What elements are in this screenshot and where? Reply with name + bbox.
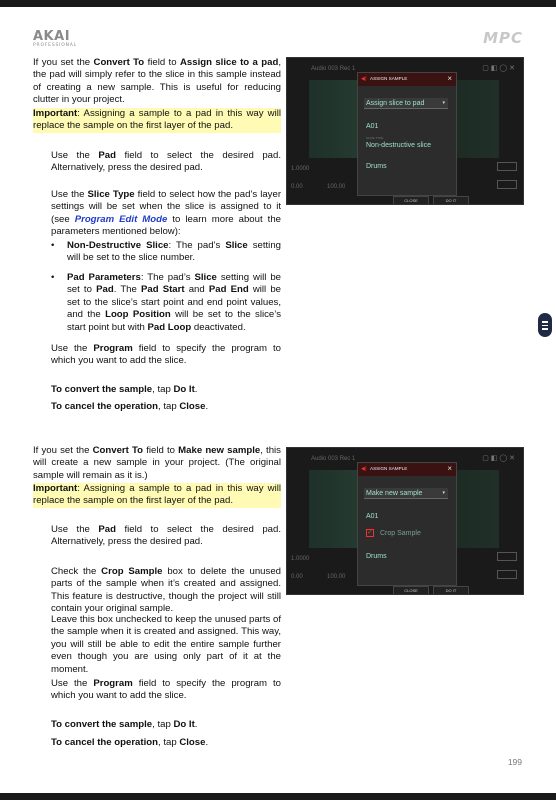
s2-crop-desc: [51, 566, 281, 616]
important-label: Important: [33, 483, 78, 494]
convert-to-dropdown[interactable]: [364, 98, 448, 109]
pad-field[interactable]: A01: [366, 513, 379, 520]
page-number: 199: [507, 757, 522, 767]
text: .: [194, 384, 198, 395]
bottom-border: [0, 793, 556, 800]
bold-term: Slice: [194, 271, 217, 283]
text: , the pad will simply refer to the slice in this sample instead of creating a new sample. This is useful for reducing clutter in your project.: [33, 57, 281, 106]
important-label: Important: [33, 108, 78, 119]
text: : The pad’s: [168, 240, 226, 251]
bg-button: [497, 570, 517, 579]
text: field to select how the pad’s layer settings will be set when the slice is assigned to it (see: [51, 189, 282, 225]
s1-important-note: [33, 108, 281, 133]
bold-term: Program: [93, 678, 133, 689]
slice-type-field[interactable]: Non-destructive slice: [366, 142, 431, 149]
bg-sample-title: Audio 003 Rec 1: [311, 456, 356, 462]
do-it-button[interactable]: DO IT: [433, 196, 469, 205]
bg-toolbar-icons: ▢ ◧ ◯ ✕: [482, 455, 515, 462]
text: , tap: [152, 384, 174, 395]
bold-term: Assign slice to a pad: [179, 57, 279, 68]
s1-pad-desc: [51, 150, 281, 175]
bold-term: Pad Loop: [147, 321, 192, 333]
s2-important-note: [33, 483, 281, 508]
brand-sub: PROFESSIONAL: [33, 43, 77, 48]
menu-tab-icon[interactable]: [538, 313, 552, 337]
text: , this will create a new sample in your project. (The original sample will remain as it is.): [33, 445, 281, 481]
text: Use the: [51, 189, 88, 200]
bold-term: Make new sample: [178, 445, 261, 456]
s1-cancel-instruction: [51, 401, 281, 413]
s1-slice-type-desc: [51, 189, 281, 239]
text: : The pad’s: [140, 271, 195, 283]
bold-term: Loop Position: [105, 309, 171, 321]
text: will be set to the slice’s start point and end point values, and the: [67, 284, 281, 321]
bg-sample-title: Audio 003 Rec 1: [311, 66, 356, 72]
close-button[interactable]: CLOSE: [393, 586, 429, 595]
bold-term: Pad: [98, 524, 116, 535]
bg-button: [497, 180, 517, 189]
do-it-button[interactable]: DO IT: [433, 586, 469, 595]
mpc-logo: MPC: [483, 29, 523, 47]
s1-program-desc: [51, 343, 281, 368]
text: .: [205, 401, 209, 412]
text: Use the: [51, 343, 94, 354]
close-icon[interactable]: ×: [447, 74, 452, 83]
bold-term: Pad Start: [140, 284, 185, 296]
s1-convert-instruction: [51, 384, 281, 396]
bold-term: Close: [179, 401, 206, 412]
text: field to: [144, 57, 180, 68]
text: field to select the desired pad. Alternatively, press the desired pad.: [51, 150, 281, 174]
text: deactivated.: [191, 321, 246, 333]
bold-term: Convert To: [92, 445, 144, 456]
text: field to: [143, 445, 179, 456]
text: .: [194, 719, 198, 730]
convert-to-dropdown[interactable]: [364, 488, 448, 499]
top-border: [0, 0, 556, 7]
bold-term: Pad: [96, 284, 114, 296]
bold-term: Close: [179, 737, 206, 748]
text: Check the: [51, 566, 102, 577]
bg-toolbar-icons: ▢ ◧ ◯ ✕: [482, 65, 515, 72]
akai-logo: [33, 30, 77, 49]
list-item: [51, 272, 281, 334]
program-edit-mode-link[interactable]: Program Edit Mode: [74, 213, 168, 225]
assign-sample-dialog: [357, 72, 457, 196]
text: : Assigning a sample to a pad in this way will replace the sample on the first layer of the pad.: [33, 108, 281, 132]
s2-pad-desc: [51, 524, 281, 549]
brand-name: AKAI: [33, 29, 71, 44]
bold-term: Pad Parameters: [67, 271, 141, 283]
make-new-sample-screenshot: [286, 447, 524, 595]
dropdown-arrow-icon: ▾: [442, 490, 445, 496]
bg-value: 0.00: [291, 184, 303, 190]
assign-sample-dialog: [357, 462, 457, 586]
speaker-icon: ◀): [361, 76, 367, 82]
crop-sample-checkbox[interactable]: ✓: [367, 529, 373, 536]
close-icon[interactable]: ×: [447, 464, 452, 473]
text: Use the: [51, 524, 99, 535]
text: If you set the: [33, 445, 93, 456]
bold-term: To convert the sample: [51, 719, 153, 730]
bold-term: Pad End: [208, 284, 249, 296]
list-item: [51, 240, 281, 265]
text: , tap: [152, 719, 174, 730]
text: . The: [113, 284, 141, 296]
speaker-icon: ◀): [361, 466, 367, 472]
text: , tap: [157, 737, 180, 748]
pad-field[interactable]: A01: [366, 123, 379, 130]
bg-value: 100.00: [327, 184, 346, 190]
bold-term: To cancel the operation: [51, 401, 158, 412]
text: field to select the desired pad. Alternatively, press the desired pad.: [51, 524, 281, 548]
s2-crop-desc-2: Leave this box unchecked to keep the unused parts of the sample when it is created and assigned. This way, you will still be able to edit the entire sample further even though you are using only part of it at the moment.: [51, 614, 281, 675]
bg-button: [497, 162, 517, 171]
text: field to specify the program to which you want to add the slice.: [51, 343, 282, 367]
bg-value: 1.0000: [291, 166, 310, 172]
bold-term: Do It: [173, 719, 195, 730]
crop-sample-label: Crop Sample: [380, 530, 421, 537]
bold-term: To cancel the operation: [51, 737, 158, 748]
bg-button: [497, 552, 517, 561]
bold-term: Slice Type: [87, 189, 135, 200]
close-button[interactable]: CLOSE: [393, 196, 429, 205]
s1-intro: [33, 57, 281, 107]
bold-term: Pad: [98, 150, 116, 161]
text: : Assigning a sample to a pad in this way will replace the sample on the first layer of the pad.: [33, 483, 281, 507]
text: will be set to the slice’s start point but with: [67, 309, 281, 333]
text: If you set the: [33, 57, 94, 68]
bg-value: 0.00: [291, 574, 303, 580]
text: Use the: [51, 150, 99, 161]
bold-term: Convert To: [93, 57, 145, 68]
text: box to delete the unused parts of the sample when it’s created and assigned. This feature is destructive, though the project will still contain your original sample.: [51, 566, 281, 615]
s2-cancel-instruction: [51, 737, 281, 749]
s2-intro: [33, 445, 281, 482]
dialog-buttons: [393, 586, 473, 595]
program-field[interactable]: Drums: [366, 163, 387, 170]
s1-slice-type-list: [51, 240, 281, 341]
assign-slice-screenshot: [286, 57, 524, 205]
dialog-header: [358, 73, 456, 86]
bold-term: To convert the sample: [51, 384, 153, 395]
text: setting will be set to: [67, 271, 281, 296]
s2-program-desc: [51, 678, 281, 703]
dialog-title: ASSIGN SAMPLE: [370, 466, 408, 471]
text: to learn more about the parameters mentioned below):: [51, 213, 281, 238]
slice-type-label: SLICE TYPE: [366, 136, 384, 140]
bg-value: 1.0000: [291, 556, 310, 562]
dropdown-arrow-icon: ▾: [442, 100, 445, 106]
dialog-buttons: [393, 196, 473, 205]
dialog-header: [358, 463, 456, 476]
dropdown-value: Assign slice to pad: [366, 100, 425, 107]
text: Use the: [51, 678, 94, 689]
bg-value: 100.00: [327, 574, 346, 580]
bold-term: Crop Sample: [101, 566, 163, 577]
bold-term: Program: [93, 343, 133, 354]
bold-term: Non-Destructive Slice: [67, 240, 169, 251]
s2-convert-instruction: [51, 719, 281, 731]
program-field[interactable]: Drums: [366, 553, 387, 560]
text: setting will be set to the slice number.: [67, 240, 281, 264]
dialog-title: ASSIGN SAMPLE: [370, 76, 408, 81]
bold-term: Slice: [225, 240, 248, 251]
text: field to specify the program to which you want to add the slice.: [51, 678, 282, 702]
text: and: [184, 284, 209, 296]
text: .: [205, 737, 209, 748]
bold-term: Do It: [173, 384, 195, 395]
dropdown-value: Make new sample: [366, 490, 423, 497]
text: , tap: [157, 401, 180, 412]
